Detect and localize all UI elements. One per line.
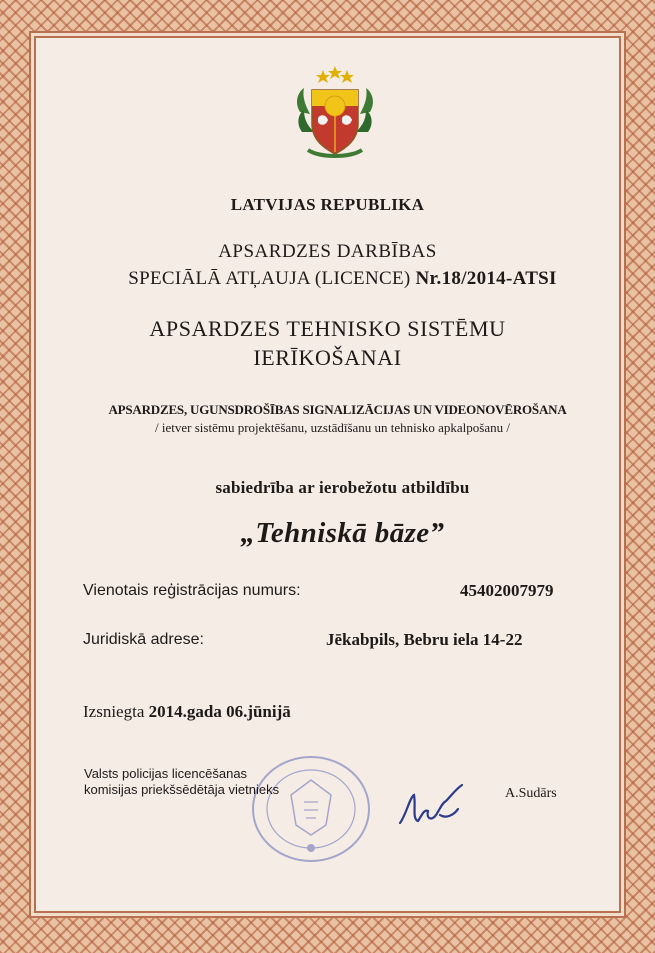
license-title: APSARDZES DARBĪBAS [218, 241, 437, 262]
address-label: Juridiskā adrese: [83, 631, 204, 648]
authority-line2: komisijas priekšsēdētāja vietnieks [84, 782, 280, 797]
address-value: Jēkabpils, Bebru iela 14-22 [326, 630, 523, 649]
activity-heading-line2: IERĪKOŠANAI [253, 345, 402, 370]
coat-of-arms-icon [290, 62, 380, 162]
company-legal-form: sabiedrība ar ierobežotu atbildību [215, 478, 470, 497]
signer-name: A.Sudārs [505, 786, 557, 801]
license-type: SPECIĀLĀ ATĻAUJA (LICENCE) [128, 268, 416, 289]
license-subtitle [30, 268, 655, 290]
issue-date [83, 702, 291, 722]
issue-date-value: 2014.gada 06.jūnijā [148, 702, 291, 721]
issuing-authority [84, 766, 279, 798]
authority-line1: Valsts policijas licencēšanas [84, 766, 248, 781]
issue-date-prefix: Izsniegta [83, 702, 149, 721]
license-number: Nr.18/2014-ATSI [415, 268, 557, 289]
activity-scope-note: / ietver sistēmu projektēšanu, uzstādīšanu un tehnisko apkalpošanu / [155, 420, 510, 435]
registration-label: Vienotais reģistrācijas numurs: [83, 582, 301, 599]
activity-heading-line1: APSARDZES TEHNISKO SISTĒMU [149, 316, 506, 341]
activity-scope: APSARDZES, UGUNSDROŠĪBAS SIGNALIZĀCIJAS UN VIDEONOVĒROŠANA [108, 402, 567, 417]
signature-icon [392, 775, 472, 835]
registration-value: 45402007979 [460, 581, 554, 600]
country-name: LATVIJAS REPUBLIKA [230, 195, 425, 214]
company-name: „Tehniskā bāze” [240, 517, 445, 549]
